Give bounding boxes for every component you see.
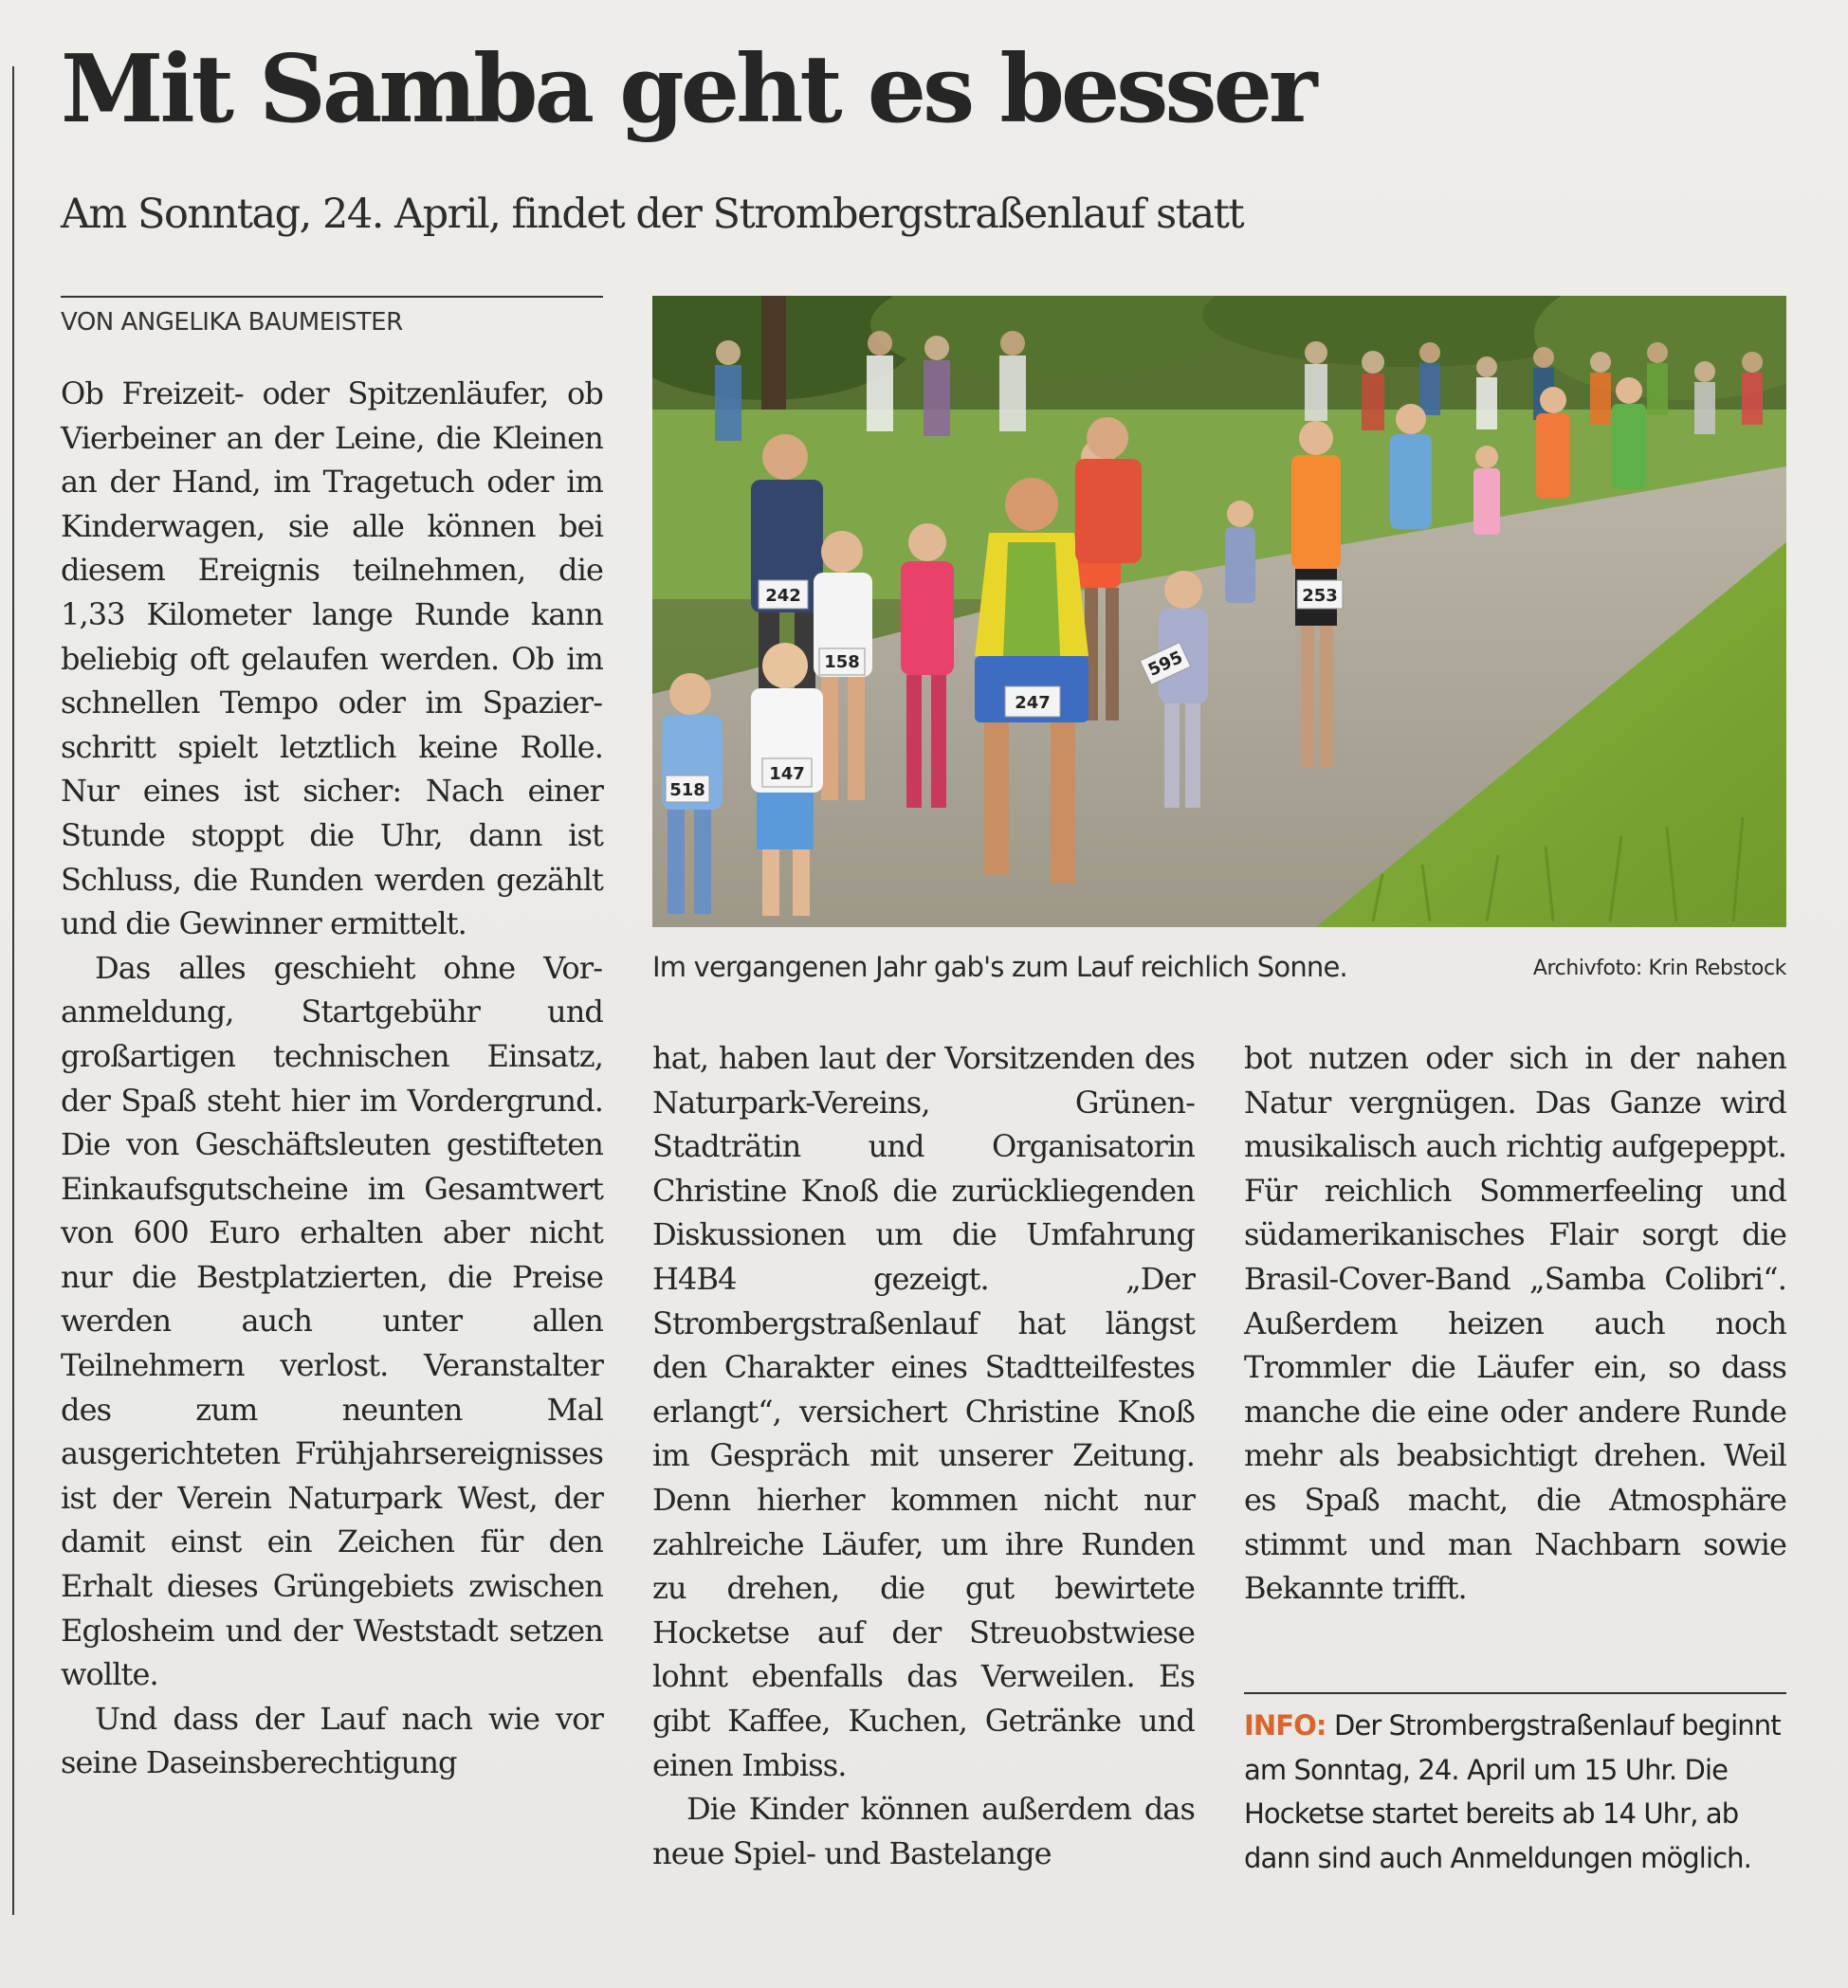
bib-number: 253 [1302,586,1338,606]
byline: VON ANGELIKA BAUMEISTER [61,308,403,337]
photo-credit: Archivfoto: Krin Rebstock [1532,957,1786,980]
bib-number: 147 [769,764,805,784]
paragraph: hat, haben laut der Vorsitzenden des Naturpark-Vereins, Grünen-Stadträtin und Organisatorin Christine Knoß die zurückliegenden Diskussionen um die Umfahrung H4B4 gezeigt. „Der Strombergstraßenlauf hat längst den Charakter eines Stadtteilfestes erlangt“, versichert Christine Knoß im Gespräch mit unserer Zeitung. Denn hierher kommen nicht nur zahlreiche Läufer, um ihre Runden zu drehen, die gut bewirtete Hocketse auf der Streuobstwiese lohnt ebenfalls das Verweilen. Es gibt Kaffee, Kuchen, Getränke und einen Imbiss. [652,1040,1195,1783]
bib-number: 595 [1144,647,1186,681]
caption-text: Im vergangenen Jahr gab's zum Lauf reichlich Sonne. [652,951,1347,983]
bib-number: 242 [765,586,801,606]
info-text: Der Strombergstraßenlauf beginnt am Sonntag, 24. April um 15 Uhr. Die Hocketse startet bereits ab 14 Uhr, ab dann sind auch Anmeldungen möglich. [1244,1709,1781,1874]
bib-number: 518 [669,780,705,800]
info-box [1244,1704,1786,1880]
paragraph: Ob Freizeit- oder Spitzenläufer, ob Vierbeiner an der Leine, die Kleinen an der Hand, im Tragetuch oder im Kinderwagen, sie alle können bei diesem Ereignis teilnehmen, die 1,33 Kilometer lange Runde kann beliebig oft gelaufen werden. Ob im schnellen Tempo oder im Spazierschritt spielt letztlich keine Rolle. Nur eines ist sicher: Nach einer Stunde stoppt die Uhr, dann ist Schluss, die Runden werden gezählt und die Gewinner ermittelt. [61,375,603,942]
article-photo [652,296,1786,927]
photo-caption [652,951,1786,998]
article-column-1 [61,372,603,1785]
info-label: INFO: [1244,1709,1327,1742]
column-divider [12,66,14,1915]
byline-rule [61,296,603,298]
paragraph: bot nutzen oder sich in der nahen Natur vergnügen. Das Ganze wird musikalisch auch richtig aufgepeppt. Für reichlich Sommerfeeling und südamerikanisches Flair sorgt die Brasil-Cover-Band „Samba Colibri“. Außerdem heizen auch noch Trommler die Läufer ein, so dass manche die eine oder andere Runde mehr als beabsichtigt drehen. Weil es Spaß macht, die Atmosphäre stimmt und man Nachbarn sowie Bekannte trifft. [1244,1040,1786,1607]
runners-photo-illustration [652,296,1786,927]
headline: Mit Samba geht es besser [61,35,1314,144]
article-column-2 [652,1036,1195,1875]
subheadline: Am Sonntag, 24. April, findet der Strombergstraßenlauf statt [61,191,1244,238]
bib-number: 247 [1015,693,1051,713]
paragraph: Die Kinder können außerdem das neue Spiel- und Bastelange [652,1791,1195,1871]
info-rule [1244,1692,1786,1694]
paragraph: Das alles geschieht ohne Voranmeldung, Startgebühr und großartigen technischen Einsatz, der Spaß steht hier im Vordergrund. Die von Geschäftsleuten gestifteten Einkaufsgutscheine im Gesamtwert von 600 Euro erhalten aber nicht nur die Bestplatzierten, die Preise werden auch unter allen Teilnehmern verlost. Veranstalter des zum neunten Mal ausgerichteten Frühjahrsereignisses ist der Verein Naturpark West, der damit einst ein Zeichen für den Erhalt dieses Grüngebiets zwischen Eglosheim und der Weststadt setzen wollte. [61,949,603,1693]
paragraph: Und dass der Lauf nach wie vor seine Daseinsberechtigung [61,1700,603,1781]
bib-number: 158 [824,652,860,672]
article-column-3 [1244,1036,1786,1611]
